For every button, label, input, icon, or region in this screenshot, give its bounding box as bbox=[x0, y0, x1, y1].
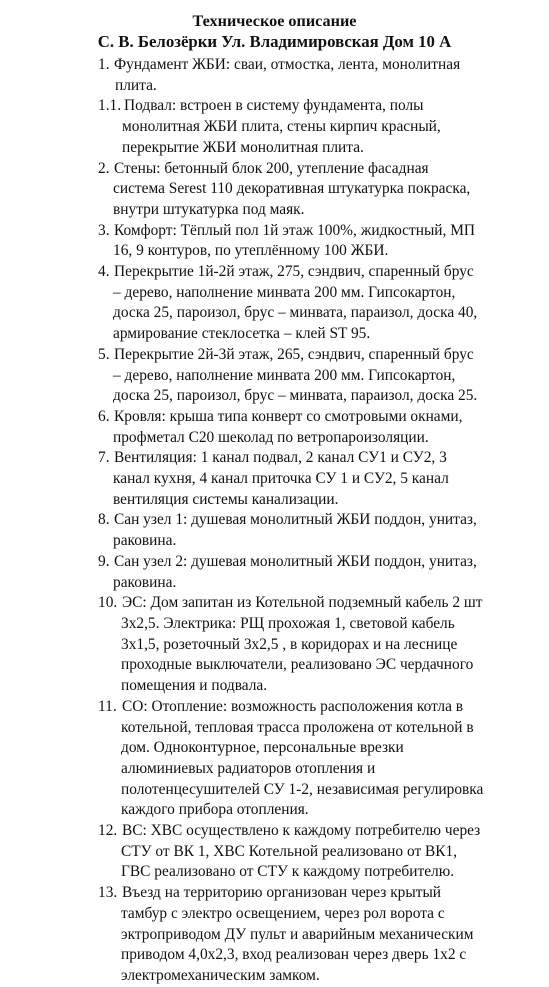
list-item bbox=[0, 697, 549, 821]
list-item bbox=[0, 510, 549, 551]
list-item-text-line: Кровля: крыша типа конверт со смотровыми окнами, bbox=[114, 407, 463, 425]
list-item-text-line: – дерево, наполнение минвата 200 мм. Гипсокартон, bbox=[113, 366, 456, 384]
list-item-text-line: приводом 4,0х2,3, вход реализован через дверь 1х2 с bbox=[121, 946, 467, 964]
list-item-text-line: Фундамент ЖБИ: сваи, отмостка, лента, монолитная bbox=[114, 56, 461, 73]
list-item-text-line: Сан узел 2: душевая монолитный ЖБИ поддон, унитаз, bbox=[114, 552, 477, 570]
list-item bbox=[0, 821, 549, 883]
list-item-text-line: СО: Отопление: возможность расположения котла в bbox=[122, 697, 464, 715]
list-item-number: 9. bbox=[98, 552, 110, 570]
list-item-number: 1.1. bbox=[98, 97, 122, 115]
list-item-text-line: 3х1,5, розеточный 3х2,5 , в коридорах и на леснице bbox=[121, 635, 458, 653]
spec-list bbox=[0, 55, 549, 987]
list-item-text-line: профметал С20 шеколад по ветропароизоляции. bbox=[113, 428, 429, 446]
list-item-text-line: ВС: ХВС осуществлено к каждому потребителю через bbox=[122, 822, 481, 840]
list-item-text-line: монолитная ЖБИ плита, стены кирпич красный, bbox=[122, 118, 441, 136]
list-item-text-line: доска 25, пароизол, брус – минвата, параизол, доска 25. bbox=[113, 387, 478, 405]
list-item bbox=[0, 407, 549, 448]
list-item-text-line: система Serest 110 декоративная штукатурка покраска, bbox=[113, 180, 471, 198]
list-item-text-line: армирование стеклосетка – клей ST 95. bbox=[113, 325, 371, 343]
list-item-text-line: внутри штукатурка под маяк. bbox=[113, 200, 305, 218]
list-item-number: 10. bbox=[98, 594, 118, 612]
list-item-text-line: раковина. bbox=[113, 573, 177, 591]
list-item-text-line: Стены: бетонный блок 200, утепление фасадная bbox=[114, 159, 429, 177]
list-item-number: 6. bbox=[98, 407, 110, 425]
list-item-text-line: проходные выключатели, реализовано ЭС чердачного bbox=[121, 656, 474, 674]
list-item-number: 8. bbox=[98, 511, 110, 529]
list-item-text-line: ЭС: Дом запитан из Котельной подземный кабель 2 шт bbox=[122, 594, 483, 612]
list-item bbox=[0, 593, 549, 697]
list-item bbox=[0, 221, 549, 262]
list-item bbox=[0, 55, 549, 96]
list-item-text-line: канал кухня, 4 канал приточка СУ 1 и СУ2, 5 канал bbox=[113, 470, 449, 488]
list-item-text-line: плита. bbox=[115, 76, 157, 94]
list-item-text-line: раковина. bbox=[113, 532, 177, 550]
document-address: С. В. Белозёрки Ул. Владимировская Дом 10 А bbox=[97, 32, 452, 51]
list-item-text-line: полотенцесушителей СУ 1-2, независимая регулировка bbox=[121, 780, 484, 798]
list-item-text-line: Въезд на территорию организован через крытый bbox=[122, 884, 442, 902]
list-item-text-line: Вентиляция: 1 канал подвал, 2 канал СУ1 и СУ2, 3 bbox=[114, 449, 447, 467]
list-item-text-line: 16, 9 контуров, по утеплённому 100 ЖБИ. bbox=[113, 242, 389, 260]
list-item-text-line: 3х2,5. Электрика: РЩ прохожая 1, световой кабель bbox=[121, 614, 455, 632]
list-item-text-line: Перекрытие 1й-2й этаж, 275, сэндвич, спаренный брус bbox=[114, 263, 474, 281]
list-item-text-line: Сан узел 1: душевая монолитный ЖБИ поддон, унитаз, bbox=[114, 511, 477, 529]
list-item bbox=[0, 448, 549, 510]
list-item-number: 4. bbox=[98, 263, 110, 281]
list-item-number: 12. bbox=[98, 822, 118, 840]
list-item-text-line: – дерево, наполнение минвата 200 мм. Гипсокартон, bbox=[113, 283, 456, 301]
list-item bbox=[0, 883, 549, 987]
list-item-text-line: каждого прибора отопления. bbox=[121, 801, 309, 819]
list-item-number: 5. bbox=[98, 345, 110, 363]
list-item-text-line: тамбур с электро освещением, через рол ворота с bbox=[121, 904, 445, 922]
list-item-text-line: вентиляция системы канализации. bbox=[113, 490, 339, 508]
list-item-text-line: перекрытие ЖБИ монолитная плита. bbox=[122, 138, 364, 156]
list-item bbox=[0, 96, 549, 158]
list-item-number: 2. bbox=[98, 159, 110, 177]
list-item-text-line: котельной, тепловая трасса проложена от котельной в bbox=[121, 718, 474, 736]
list-item bbox=[0, 345, 549, 407]
list-item-text-line: Комфорт: Тёплый пол 1й этаж 100%, жидкостный, МП bbox=[114, 221, 476, 239]
list-item-text-line: электромеханическим замком. bbox=[121, 966, 320, 984]
list-item-text-line: Подвал: встроен в систему фундамента, полы bbox=[124, 97, 424, 115]
list-item-number: 3. bbox=[98, 221, 110, 239]
list-item-text-line: доска 25, пароизол, брус – минвата, параизол, доска 40, bbox=[113, 304, 478, 322]
list-item-text-line: Перекрытие 2й-3й этаж, 265, сэндвич, спаренный брус bbox=[114, 345, 474, 363]
list-item-text-line: СТУ от ВК 1, ХВС Котельной реализовано от ВК1, bbox=[121, 842, 458, 860]
list-item-text-line: дом. Одноконтурное, персональные врезки bbox=[121, 739, 404, 757]
list-item-text-line: алюминиевых радиаторов отопления и bbox=[121, 759, 376, 777]
list-item bbox=[0, 552, 549, 593]
document-title: Техническое описание bbox=[192, 12, 357, 30]
list-item-text-line: эктроприводом ДУ пульт и аварийным механическим bbox=[121, 925, 474, 943]
list-item bbox=[0, 159, 549, 221]
list-item-text-line: помещения и подвала. bbox=[121, 677, 268, 695]
list-item-number: 1. bbox=[98, 56, 110, 73]
list-item-number: 7. bbox=[98, 449, 110, 467]
list-item-text-line: ГВС реализовано от СТУ к каждому потребителю. bbox=[121, 863, 455, 881]
list-item bbox=[0, 262, 549, 345]
list-item-number: 11. bbox=[98, 697, 117, 715]
list-item-number: 13. bbox=[98, 884, 118, 902]
